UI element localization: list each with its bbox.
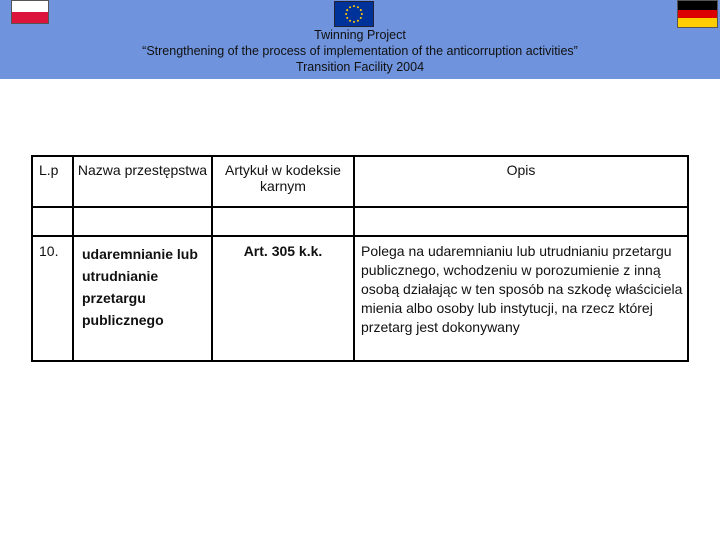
row-number: 10. bbox=[32, 236, 73, 361]
eu-star-icon bbox=[360, 9, 362, 11]
empty-cell bbox=[354, 207, 688, 236]
germany-flag-icon bbox=[677, 0, 718, 28]
header-article: Artykuł w kodeksie karnym bbox=[212, 156, 354, 207]
crimes-table bbox=[31, 155, 689, 362]
eu-star-icon bbox=[349, 20, 351, 22]
project-title-line1: Twinning Project bbox=[314, 28, 406, 42]
eu-star-icon bbox=[345, 13, 347, 15]
eu-star-icon bbox=[357, 20, 359, 22]
empty-cell bbox=[212, 207, 354, 236]
eu-star-icon bbox=[349, 6, 351, 8]
project-title-line3: Transition Facility 2004 bbox=[295, 60, 425, 74]
table-header-row bbox=[32, 156, 688, 207]
header-crime-name: Nazwa przestępstwa bbox=[73, 156, 212, 207]
header-description: Opis bbox=[354, 156, 688, 207]
eu-star-icon bbox=[361, 13, 363, 15]
eu-star-icon bbox=[346, 9, 348, 11]
eu-star-icon bbox=[353, 5, 355, 7]
crime-description: Polega na udaremnianiu lub utrudnianiu przetargu publicznego, wchodzeniu w porozumienie z inną osobą działając w ten sposób na szkodę właściciela mienia albo osoby lub instytucji, na rzecz której przetarg jest dokonywany bbox=[354, 236, 688, 361]
eu-flag-icon bbox=[334, 1, 374, 27]
project-title bbox=[0, 27, 720, 75]
eu-star-icon bbox=[360, 17, 362, 19]
eu-star-icon bbox=[346, 17, 348, 19]
crime-name: udaremnianie lub utrudnianie przetargu publicznego bbox=[73, 236, 212, 361]
header-banner bbox=[0, 0, 720, 79]
table-row bbox=[32, 236, 688, 361]
poland-flag-icon bbox=[11, 0, 49, 24]
empty-cell bbox=[32, 207, 73, 236]
article-reference: Art. 305 k.k. bbox=[212, 236, 354, 361]
header-lp: L.p bbox=[32, 156, 73, 207]
table-spacer-row bbox=[32, 207, 688, 236]
eu-star-icon bbox=[353, 21, 355, 23]
eu-star-icon bbox=[357, 6, 359, 8]
empty-cell bbox=[73, 207, 212, 236]
project-title-line2: “Strengthening of the process of implementation of the anticorruption activities” bbox=[142, 44, 578, 58]
